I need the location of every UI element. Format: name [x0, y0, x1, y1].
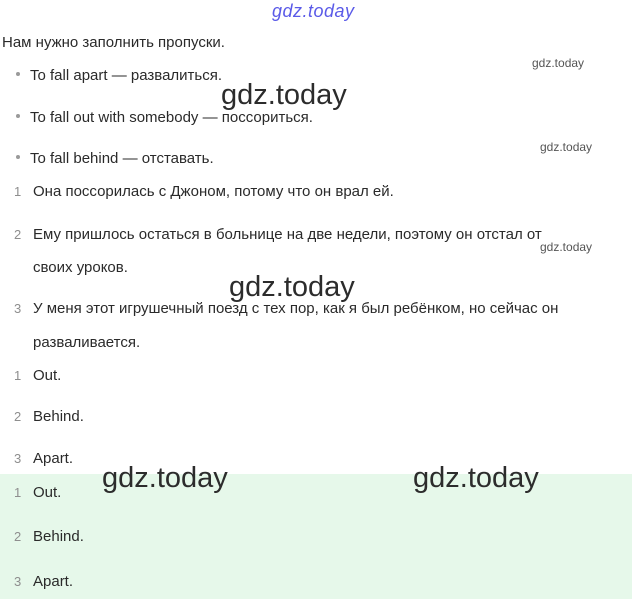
item-number: 2 [14, 227, 22, 242]
highlighted-answer-item: 3 Apart. [14, 573, 74, 590]
highlighted-answer-item: 2 Behind. [14, 528, 84, 545]
highlighted-answer-item: 1 Out. [14, 484, 62, 501]
item-number: 3 [14, 451, 22, 466]
answer-item: 3 Apart. [14, 450, 74, 467]
watermark-small: gdz.today [532, 56, 585, 70]
bullet-dot [16, 155, 20, 159]
bullet-dot [16, 114, 20, 118]
watermark-large: gdz.today [102, 462, 228, 494]
bullet-item: To fall apart — развалиться. [16, 67, 222, 84]
item-number: 3 [14, 574, 22, 589]
translation-continuation: разваливается. [33, 334, 141, 351]
item-number: 3 [14, 301, 22, 316]
item-number: 1 [14, 485, 22, 500]
answer-item: 1 Out. [14, 367, 62, 384]
translation-item: 2 Ему пришлось остаться в больнице на две недели, поэтому он отстал от [14, 226, 542, 243]
translation-item: 1 Она поссорилась с Джоном, потому что он врал ей. [14, 183, 394, 200]
watermark-large: gdz.today [221, 79, 347, 111]
bullet-item: To fall out with somebody — поссориться. [16, 109, 313, 126]
translation-item: 3 У меня этот игрушечный поезд с тех пор, как я был ребёнком, но сейчас он [14, 300, 559, 317]
watermark-large: gdz.today [229, 271, 355, 303]
watermark-large: gdz.today [413, 462, 539, 494]
watermark-top: gdz.today [272, 1, 355, 21]
watermark-small: gdz.today [540, 240, 593, 254]
translation-continuation: своих уроков. [33, 259, 128, 276]
bullet-dot [16, 72, 20, 76]
answer-item: 2 Behind. [14, 408, 84, 425]
watermark-small: gdz.today [540, 140, 593, 154]
intro-text: Нам нужно заполнить пропуски. [2, 34, 225, 51]
item-number: 2 [14, 529, 22, 544]
bullet-item: To fall behind — отставать. [16, 150, 214, 167]
item-number: 2 [14, 409, 22, 424]
item-number: 1 [14, 184, 22, 199]
item-number: 1 [14, 368, 22, 383]
